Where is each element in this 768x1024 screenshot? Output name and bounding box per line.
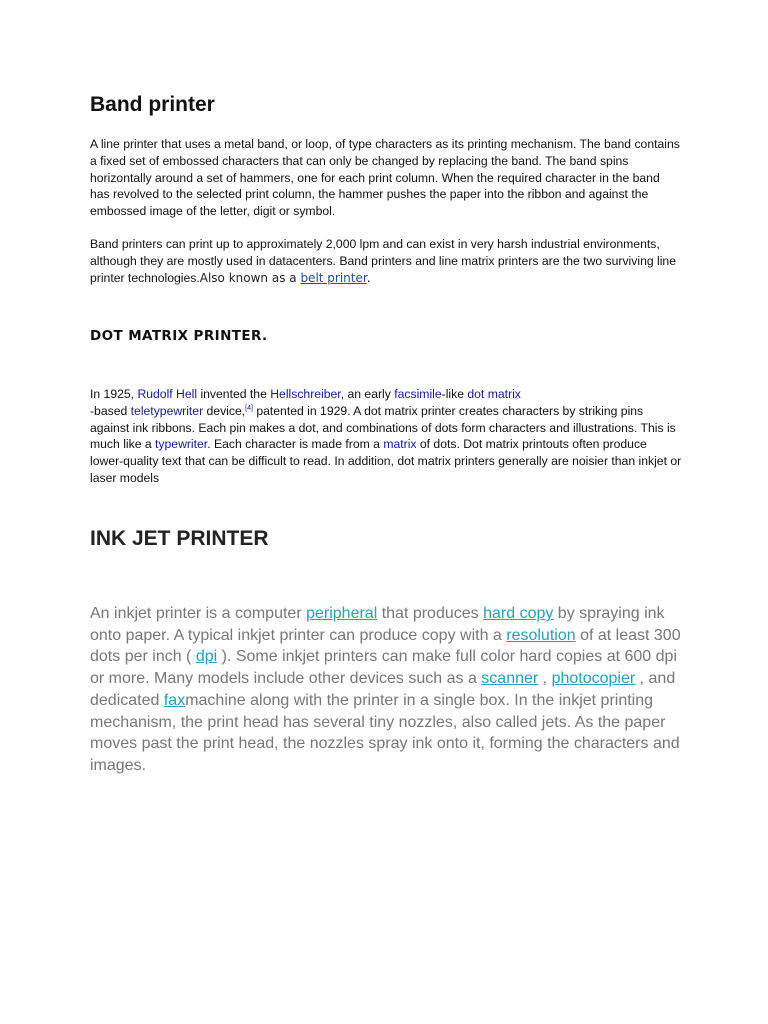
dot-text-1: In 1925, (90, 387, 138, 401)
dot-text-9: of dots. Dot matrix printouts often produce lower-quality text that can be difficult to read. In addition, dot matrix printers generally are noisier than inkjet or laser models (90, 437, 682, 485)
band-paragraph-1: A line printer that uses a metal band, or loop, of type characters as its printing mechanism. The band contains a fixed set of embossed characters that can only be changed by replacing the band. The band spins horizontally around a set of hammers, one for each print column. When the required character in the band has revolved to the selected print column, the hammer pushes the paper into the ribbon and against the embossed image of the letter, digit or symbol. (90, 137, 680, 219)
belt-note-end: . (366, 270, 371, 285)
link-matrix[interactable]: matrix (383, 437, 417, 452)
dot-text-8: . Each character is made from a (207, 437, 384, 452)
link-typewriter[interactable]: typewriter (155, 437, 208, 452)
ink-text-3: by spraying ink onto paper. A typical inkjet printer can produce copy with a (90, 605, 665, 644)
ink-text-8: machine along with the printer in a single box. In the inkjet printing mechanism, the print head has several tiny nozzles, also called jets. As the paper moves past the print head, the nozzles spray ink onto it, forming the characters and images. (90, 691, 680, 774)
link-rudolf-hell[interactable]: Rudolf Hell (137, 387, 198, 401)
citation-link-4[interactable]: [4] (245, 404, 253, 412)
link-fax[interactable]: fax (163, 691, 186, 709)
belt-note-text: Also known as a (199, 270, 301, 285)
belt-printer-link[interactable]: belt printer (300, 270, 367, 285)
ink-text-6: , (538, 670, 552, 688)
link-hard-copy[interactable]: hard copy (483, 605, 554, 622)
link-hellschreiber[interactable]: Hellschreiber (270, 387, 341, 401)
ink-text-5: ). Some inkjet printers can make full color hard copies at 600 dpi or more. Many models include other devices such as a (90, 648, 677, 688)
link-peripheral[interactable]: peripheral (306, 605, 378, 622)
heading-band-printer: Band printer (90, 93, 215, 116)
link-dpi[interactable]: dpi (195, 648, 218, 666)
heading-ink-jet-printer: INK JET PRINTER (90, 527, 269, 550)
dot-text-6: device, (203, 403, 246, 418)
ink-text-7: , and dedicated (90, 670, 676, 709)
dot-text-5: -based (90, 403, 131, 418)
dot-matrix-paragraph (90, 386, 682, 487)
dot-text-3: , an early (340, 387, 395, 401)
dot-text-7: patented in 1929. A dot matrix printer creates characters by striking pins against ink ribbons. Each pin makes a dot, and combinations of dots form characters and illustrations. This is much like a (90, 403, 676, 452)
heading-dot-matrix-printer: DOT MATRIX PRINTER. (90, 328, 268, 344)
link-resolution[interactable]: resolution (506, 626, 576, 644)
ink-text-4: of at least 300 dots per inch ( (90, 626, 681, 666)
inkjet-paragraph (90, 603, 682, 777)
belt-printer-note (200, 271, 371, 285)
ink-text-1: An inkjet printer is a computer (90, 605, 307, 622)
ink-text-2: that produces (377, 605, 484, 622)
band-paragraph-2-text: Band printers can print up to approximately 2,000 lpm and can exist in very harsh industrial environments, although they are mostly used in datacenters. Band printers and line matrix printers are the two surviving line printer technologies. (90, 237, 676, 285)
dot-text-4: -like (441, 387, 468, 401)
link-facsimile[interactable]: facsimile (394, 387, 442, 401)
link-teletypewriter[interactable]: teletypewriter (130, 403, 204, 418)
band-paragraph-2 (90, 236, 682, 286)
link-scanner[interactable]: scanner (481, 670, 539, 688)
link-dot-matrix[interactable]: dot matrix (467, 387, 521, 401)
link-photocopier[interactable]: photocopier (551, 670, 636, 688)
dot-text-2: invented the (197, 387, 271, 401)
